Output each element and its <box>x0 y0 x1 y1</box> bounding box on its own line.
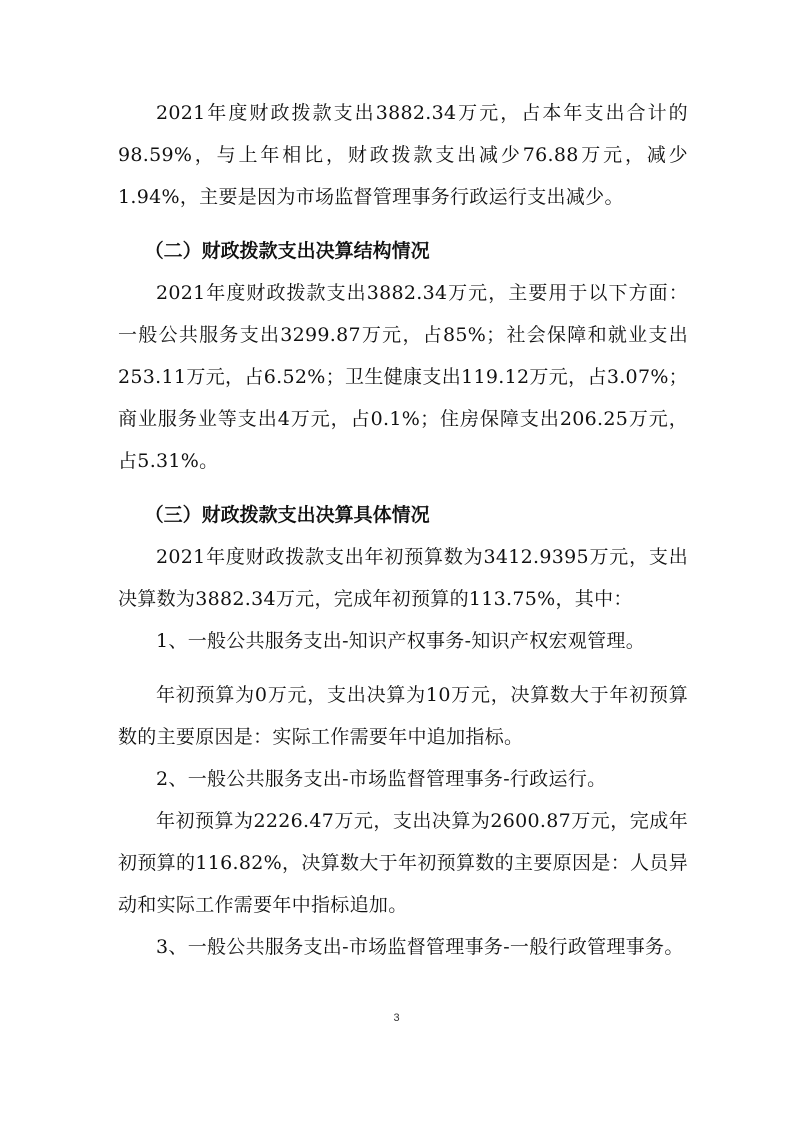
document-body <box>118 92 688 968</box>
section-heading-details: （三）财政拨款支出决算具体情况 <box>144 504 430 526</box>
paragraph-expenditure-structure: 2021年度财政拨款支出3882.34万元，主要用于以下方面：一般公共服务支出3299.87万元，占85%；社会保障和就业支出253.11万元，占6.52%；卫生健康支出119.12万元，占3.07%；商业服务业等支出4万元，占0.1%；住房保障支出206.25万元，占5.31%。 <box>118 282 688 472</box>
section-heading-structure: （二）财政拨款支出决算结构情况 <box>144 240 430 262</box>
paragraph-budget-overview: 2021年度财政拨款支出年初预算数为3412.9395万元，支出决算数为3882.34万元，完成年初预算的113.75%，其中： <box>118 546 688 610</box>
paragraph-item-2-title: 2、一般公共服务支出-市场监督管理事务-行政运行。 <box>156 768 607 790</box>
paragraph-item-1-title: 1、一般公共服务支出-知识产权事务-知识产权宏观管理。 <box>156 630 646 652</box>
page-number: 3 <box>393 1012 400 1024</box>
paragraph-item-2-detail: 年初预算为2226.47万元，支出决算为2600.87万元，完成年初预算的116.82%，决算数大于年初预算数的主要原因是：人员异动和实际工作需要年中指标追加。 <box>118 810 688 916</box>
paragraph-item-3-title: 3、一般公共服务支出-市场监督管理事务-一般行政管理事务。 <box>156 936 684 958</box>
paragraph-item-1-detail: 年初预算为0万元，支出决算为10万元，决算数大于年初预算数的主要原因是：实际工作需要年中追加指标。 <box>118 684 688 748</box>
paragraph-expenditure-summary: 2021年度财政拨款支出3882.34万元，占本年支出合计的98.59%，与上年相比，财政拨款支出减少76.88万元，减少1.94%，主要是因为市场监督管理事务行政运行支出减少。 <box>118 102 688 208</box>
